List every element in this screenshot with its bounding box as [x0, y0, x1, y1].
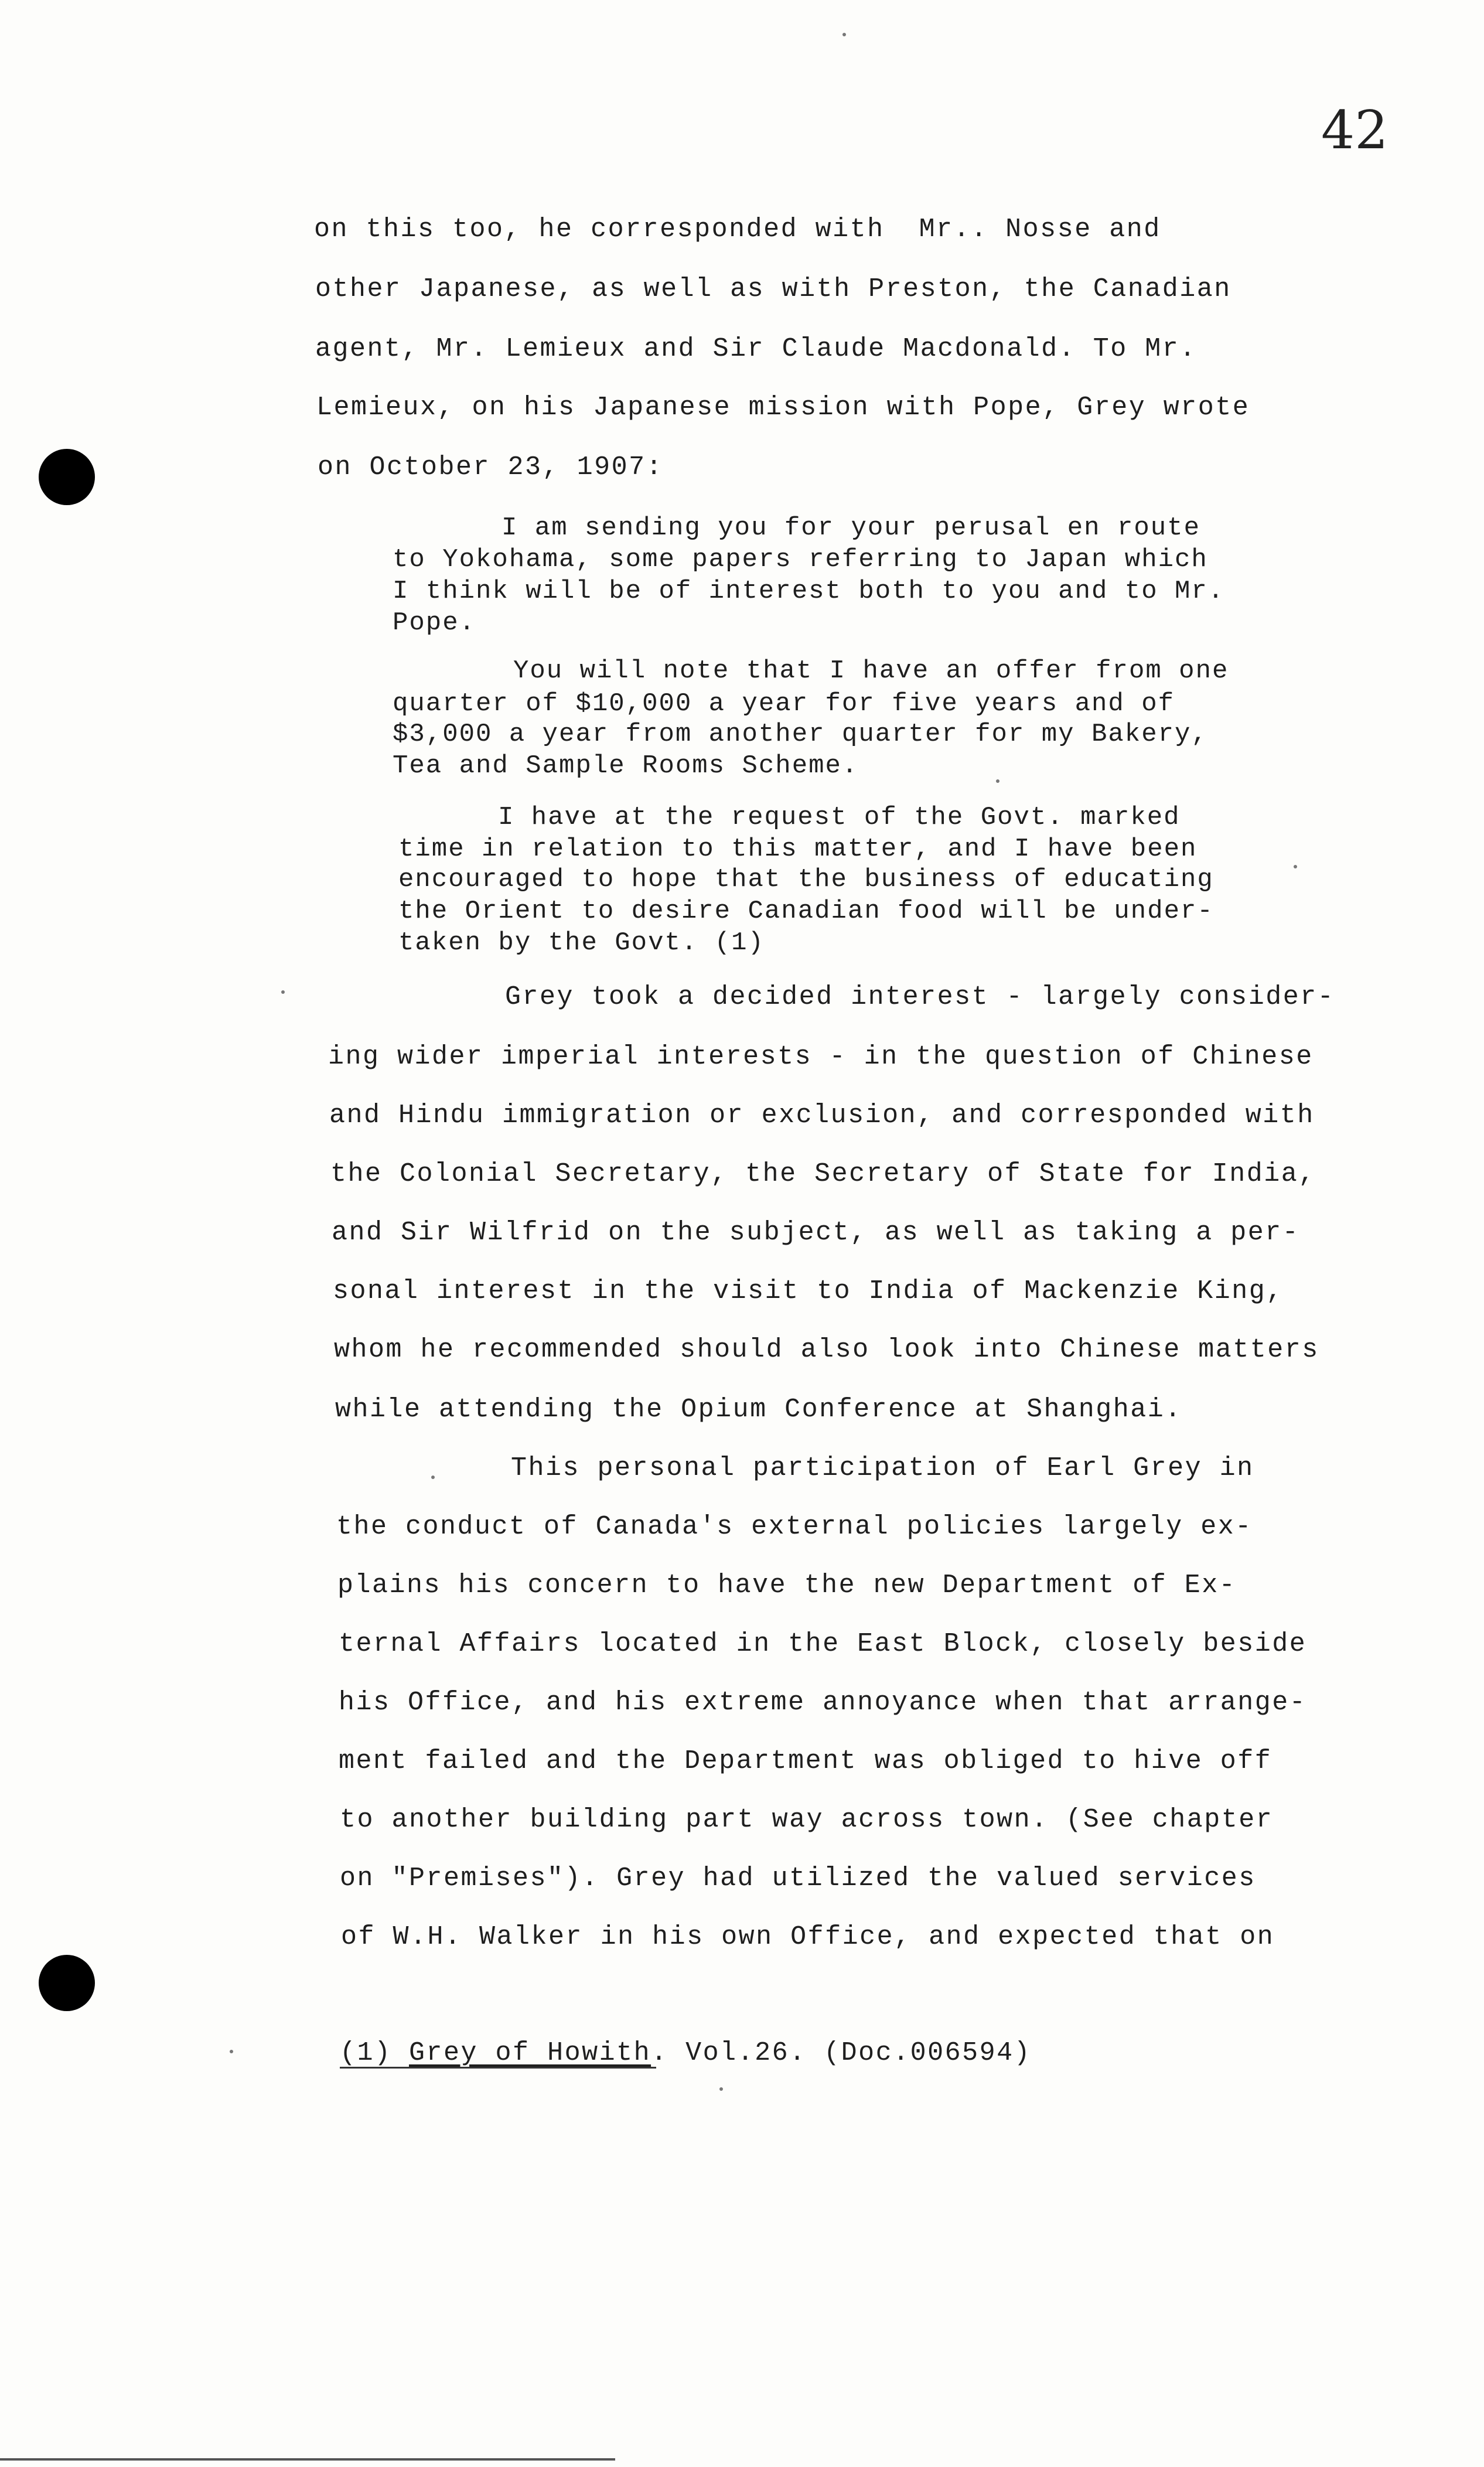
paragraph-line: on October 23, 1907:: [318, 452, 664, 482]
paragraph-line: whom he recommended should also look into Chinese matters: [334, 1335, 1319, 1365]
paragraph-line: ing wider imperial interests - in the question of Chinese: [328, 1042, 1314, 1072]
paragraph-line: on "Premises"). Grey had utilized the valued services: [340, 1863, 1256, 1893]
paragraph-line: of W.H. Walker in his own Office, and expected that on: [341, 1922, 1275, 1952]
scan-speck: [842, 33, 846, 36]
paragraph-line: agent, Mr. Lemieux and Sir Claude Macdonald. To Mr.: [315, 334, 1197, 364]
quote-line: $3,000 a year from another quarter for my Bakery,: [393, 720, 1208, 749]
quote-line: I have at the request of the Govt. marked: [498, 803, 1181, 832]
footnote: [340, 2038, 1031, 2068]
quote-line: I think will be of interest both to you and to Mr.: [393, 577, 1225, 606]
scan-edge-line: [0, 2458, 615, 2461]
quote-line: I am sending you for your perusal en route: [502, 513, 1200, 543]
paragraph-line: ternal Affairs located in the East Block, closely beside: [339, 1629, 1307, 1659]
paragraph-line: plains his concern to have the new Department of Ex-: [337, 1570, 1237, 1600]
paragraph-line: Lemieux, on his Japanese mission with Pope, Grey wrote: [316, 393, 1250, 422]
quote-line: quarter of $10,000 a year for five years and of: [393, 689, 1175, 718]
quote-line: You will note that I have an offer from one: [513, 656, 1229, 686]
footnote-reference: . Vol.26. (Doc.006594): [651, 2038, 1032, 2068]
paragraph-line: the Colonial Secretary, the Secretary of State for India,: [330, 1159, 1316, 1189]
scan-speck: [281, 990, 285, 994]
page-number: 42: [1321, 100, 1389, 161]
paragraph-line: Grey took a decided interest - largely consider-: [505, 982, 1335, 1012]
scan-speck: [996, 779, 999, 783]
paragraph-line: and Hindu immigration or exclusion, and corresponded with: [329, 1100, 1315, 1130]
paragraph-line: ment failed and the Department was obliged to hive off: [339, 1746, 1273, 1776]
quote-line: encouraged to hope that the business of educating: [398, 865, 1214, 894]
paragraph-line: his Office, and his extreme annoyance when that arrange-: [339, 1688, 1307, 1718]
footnote-source: Grey of Howith: [409, 2038, 651, 2068]
scan-speck: [719, 2087, 723, 2091]
paragraph-line: on this too, he corresponded with Mr.. Nosse and: [314, 214, 1161, 244]
scan-speck: [1294, 865, 1297, 868]
paragraph-line: and Sir Wilfrid on the subject, as well as taking a per-: [332, 1218, 1300, 1248]
quote-line: to Yokohama, some papers referring to Japan which: [393, 545, 1208, 574]
punch-hole-bottom: [39, 1955, 95, 2011]
paragraph-line: the conduct of Canada's external policies largely ex-: [336, 1512, 1253, 1542]
quote-line: the Orient to desire Canadian food will be under-: [398, 897, 1214, 926]
quote-line: Tea and Sample Rooms Scheme.: [393, 751, 859, 781]
paragraph-line: while attending the Opium Conference at Shanghai.: [335, 1395, 1182, 1425]
footnote-marker: (1): [340, 2038, 392, 2068]
paragraph-line: to another building part way across town. (See chapter: [340, 1805, 1274, 1835]
scan-speck: [230, 2050, 233, 2053]
paragraph-line: other Japanese, as well as with Preston, the Canadian: [315, 274, 1231, 304]
quote-line: Pope.: [393, 608, 476, 638]
paragraph-line: This personal participation of Earl Grey in: [511, 1453, 1254, 1483]
quote-line: taken by the Govt. (1): [398, 928, 765, 958]
paragraph-line: sonal interest in the visit to India of Mackenzie King,: [333, 1276, 1284, 1306]
punch-hole-top: [39, 449, 95, 505]
quote-line: time in relation to this matter, and I have been: [398, 834, 1198, 864]
scan-speck: [431, 1476, 435, 1479]
